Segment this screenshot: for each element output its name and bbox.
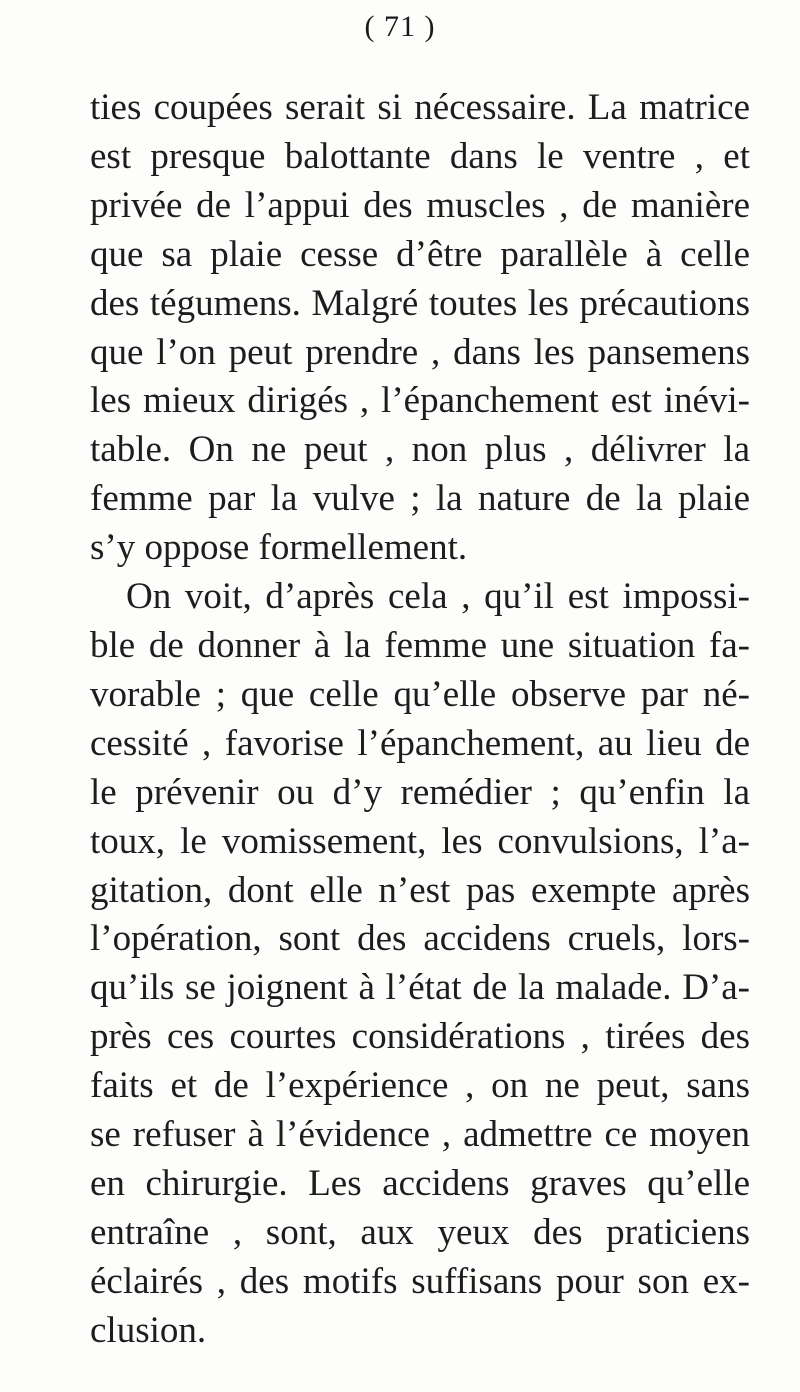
text-line: qu’ils se joignent à l’état de la malade. D’a- [90, 967, 750, 1009]
text-line: s’y oppose formellement. [90, 527, 468, 569]
page-number: ( 71 ) [364, 10, 436, 43]
text-line: éclairés , des motifs suffisans pour son ex- [90, 1260, 750, 1302]
text-line: l’opération, sont des accidens cruels, lors- [90, 918, 750, 960]
text-line: les mieux dirigés , l’épanchement est inévi- [90, 380, 750, 422]
text-line: vorable ; que celle qu’elle observe par né- [90, 673, 750, 715]
text-line: gitation, dont elle n’est pas exempte après [90, 869, 750, 911]
text-line: toux, le vomissement, les convulsions, l’a- [90, 820, 750, 862]
text-line: près ces courtes considérations , tirées des [90, 1016, 750, 1058]
text-line: entraîne , sont, aux yeux des praticiens [90, 1211, 750, 1253]
text-line: ble de donner à la femme une situation fa- [90, 624, 750, 666]
text-line: clusion. [90, 1309, 207, 1351]
text-line: en chirurgie. Les accidens graves qu’elle [90, 1162, 750, 1204]
text-line: que l’on peut prendre , dans les pansemens [90, 331, 750, 373]
text-line: le prévenir ou d’y remédier ; qu’enfin la [90, 771, 750, 813]
text-line: des tégumens. Malgré toutes les précautions [90, 282, 750, 324]
text-line: ties coupées serait si nécessaire. La matrice [90, 87, 750, 128]
text-line: est presque balottante dans le ventre , et [90, 135, 750, 177]
body-text [90, 84, 750, 1356]
text-line: privée de l’appui des muscles , de manière [90, 184, 750, 226]
text-line: que sa plaie cesse d’être parallèle à celle [90, 233, 750, 275]
text-line: se refuser à l’évidence , admettre ce moyen [90, 1114, 750, 1156]
text-line: femme par la vulve ; la nature de la plaie [90, 478, 750, 520]
text-line: On voit, d’après cela , qu’il est impossi- [126, 576, 750, 618]
text-line: cessité , favorise l’épanchement, au lieu de [90, 722, 750, 764]
text-line: table. On ne peut , non plus , délivrer la [90, 429, 750, 471]
text-line: faits et de l’expérience , on ne peut, sans [90, 1065, 750, 1107]
